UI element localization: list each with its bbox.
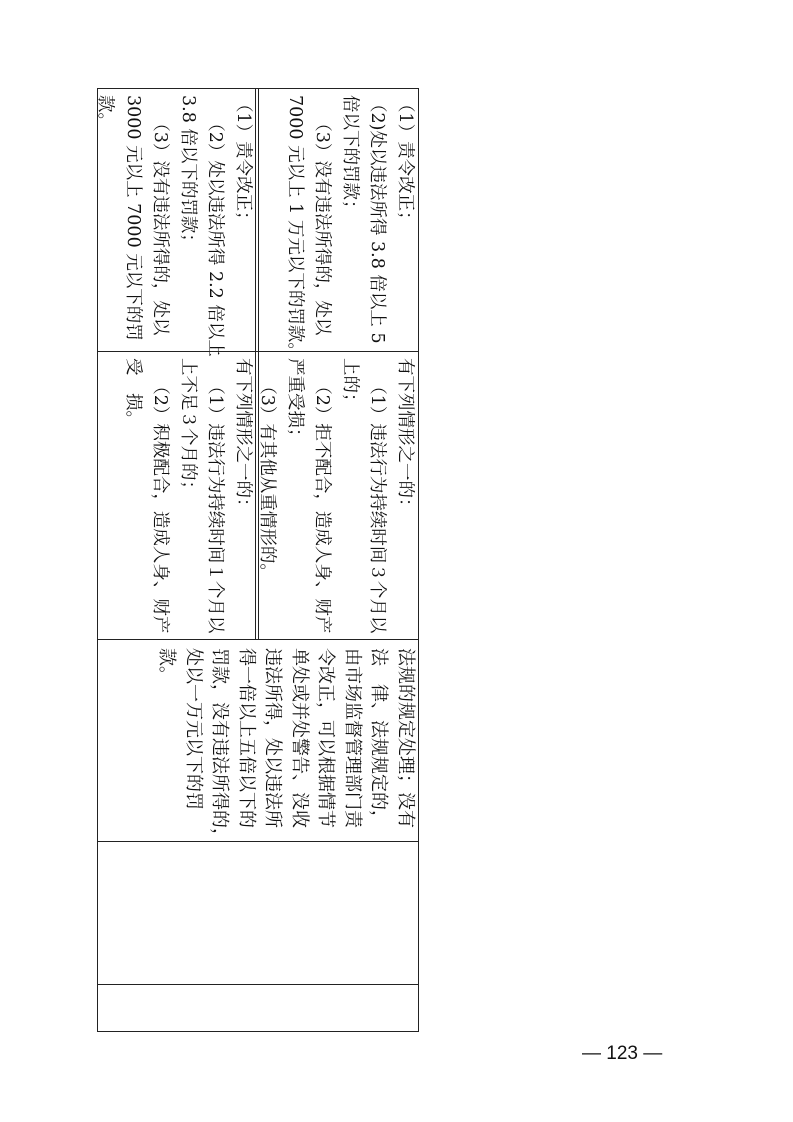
empty-cell	[98, 985, 418, 1031]
circumstance-line: （3）有其他从重情形的。	[257, 377, 278, 581]
basis-cell	[98, 640, 418, 846]
circumstance-line: 上的；	[340, 358, 360, 411]
page-number: — 123 —	[582, 1043, 663, 1064]
penalty-line: （3）没有违法所得的，处以	[312, 114, 333, 336]
basis-line: 由市场监督管理部门责	[342, 648, 363, 828]
penalty-line: （2)处以违法所得 3.8 倍以上 5	[367, 95, 388, 344]
basis-line: 法规的规定处理；没有	[395, 648, 416, 828]
basis-line: 得一倍以上五倍以下的	[236, 648, 257, 828]
circumstance-line: 上不足３个月的；	[178, 358, 198, 498]
basis-line: 罚款，没有违法所得的，	[209, 648, 231, 846]
basis-line: 法 律、法规规定的，	[368, 648, 390, 828]
penalty-line: （3）没有违法所得的，处以	[150, 114, 171, 336]
circumstance-line: （2）积极配合，造成人身、财产	[150, 377, 171, 634]
penalty-line: （1）责令改正；	[233, 95, 253, 229]
basis-line: 款。	[156, 648, 178, 684]
basis-line: 令改正，可以根据情节	[315, 648, 337, 828]
circumstance-line: （2）拒不配合，造成人身、财产	[312, 377, 333, 634]
circumstance-line: （1）违法行为持续时间３个月以	[367, 377, 388, 634]
penalty-cell-row1	[95, 89, 256, 357]
penalty-line: 3.8 倍以下的罚款；	[178, 95, 198, 251]
penalty-table	[97, 88, 419, 1032]
basis-line: 单处或并处警告、没收	[289, 648, 310, 828]
penalty-line: （1）责令改正；	[395, 95, 415, 229]
circumstance-line: （1）违法行为持续时间１个月以	[205, 377, 226, 634]
basis-line: 违法所得，处以违法所	[262, 648, 284, 828]
circumstance-line: 严重受损；	[285, 358, 305, 446]
circumstance-line: 有下列情形之一的：	[395, 358, 415, 516]
basis-line: 处以一万元以下的罚	[183, 648, 204, 810]
penalty-line: 款。	[95, 95, 116, 130]
penalty-line: 倍以下的罚款；	[340, 95, 360, 218]
circumstance-cell-row2	[258, 352, 418, 638]
penalty-line: （2）处以违法所得 2.2 倍以上	[205, 114, 226, 357]
circumstance-line: 受 损。	[123, 358, 143, 428]
penalty-cell-row2	[258, 89, 418, 360]
circumstance-line: 有下列情形之一的：	[233, 358, 253, 516]
penalty-line: 3000 元以上 7000 元以下的罚	[123, 95, 143, 341]
empty-cell	[98, 842, 418, 983]
circumstance-cell-row1	[98, 352, 256, 638]
penalty-line: 7000 元以上 1 万元以下的罚款。	[285, 95, 305, 360]
